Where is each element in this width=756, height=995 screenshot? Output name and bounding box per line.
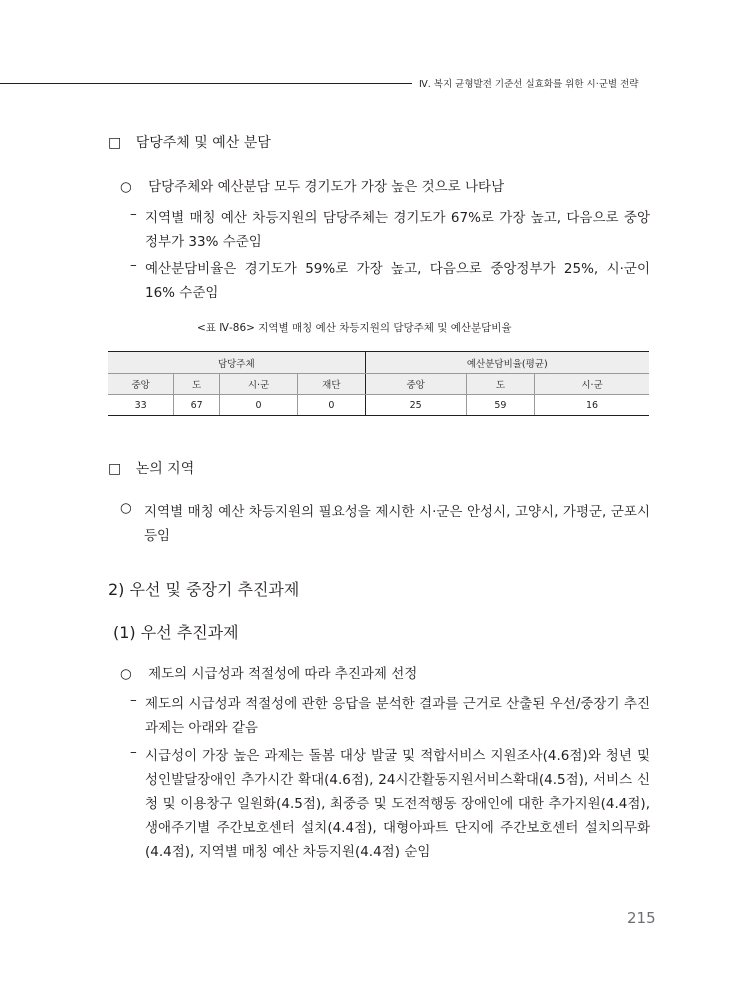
point-text: 지역별 매칭 예산 차등지원의 필요성을 제시한 시·군은 안성시, 고양시, 가평군, 군포시 등임 xyxy=(144,504,650,544)
dash-item xyxy=(130,257,650,305)
dash-marker: – xyxy=(130,206,137,222)
point-item xyxy=(120,662,417,682)
column-header: 시·군 xyxy=(535,374,649,395)
column-header: 시·군 xyxy=(219,374,297,395)
circle-bullet-icon: ○ xyxy=(120,500,132,516)
dash-text: 예산분담비율은 경기도가 59%로 가장 높고, 다음으로 중앙정부가 25%, 시·군이 16% 수준임 xyxy=(145,261,650,301)
section-heading-discussion xyxy=(108,458,194,478)
point-item xyxy=(120,175,504,195)
point-text: 담당주체와 예산분담 모두 경기도가 가장 높은 것으로 나타남 xyxy=(148,179,505,195)
dash-text: 지역별 매칭 예산 차등지원의 담당주체는 경기도가 67%로 가장 높고, 다음으로 중앙정부가 33% 수준임 xyxy=(145,210,650,250)
table-caption: <표 Ⅳ-86> 지역별 매칭 예산 차등지원의 담당주체 및 예산분담비율 xyxy=(197,322,512,334)
table-cell: 0 xyxy=(219,395,297,416)
table-row xyxy=(108,395,649,416)
section-title: 논의 지역 xyxy=(135,461,195,477)
heading-first-priority: (1) 우선 추진과제 xyxy=(113,623,239,642)
section-heading-budget xyxy=(108,132,271,152)
dash-text: 시급성이 가장 높은 과제는 돌봄 대상 발굴 및 적합서비스 지원조사(4.6점)와 청년 및 성인발달장애인 추가시간 확대(4.6점), 24시간활동지원서비스확대(4.5점), 서비스 신청 및 이용창구 일원화(4.5점), 최중증 및 도전적행동 장애인에 대한 추가지원(4.4점), 생애주기별 주간보호센터 설치(4.4점), 대형아파트 단지에 주간보호센터 설치의무화(4.4점), 지역별 매칭 예산 차등지원(4.4점) 순임 xyxy=(145,748,650,860)
point-text: 제도의 시급성과 적절성에 따라 추진과제 선정 xyxy=(148,666,418,682)
dash-marker: – xyxy=(130,257,137,273)
column-header: 중앙 xyxy=(108,374,174,395)
page-number: 215 xyxy=(627,909,656,927)
table-cell: 67 xyxy=(174,395,220,416)
table-group-header-row xyxy=(108,352,649,374)
table-cell: 0 xyxy=(298,395,366,416)
point-item xyxy=(120,500,650,548)
table-cell: 33 xyxy=(108,395,174,416)
group-header-budget-ratio: 예산분담비율(평균) xyxy=(365,352,649,374)
column-header: 도 xyxy=(174,374,220,395)
budget-table xyxy=(108,351,649,416)
running-header: Ⅳ. 복지 균형발전 기준선 실효화를 위한 시·군별 전략 xyxy=(419,79,639,90)
column-header: 중앙 xyxy=(365,374,466,395)
dash-text: 제도의 시급성과 적절성에 관한 응답을 분석한 결과를 근거로 산출된 우선/중장기 추진과제는 아래와 같음 xyxy=(145,696,650,736)
group-header-subject: 담당주체 xyxy=(108,352,365,374)
dash-item xyxy=(130,692,650,740)
square-bullet-icon: □ xyxy=(108,461,122,477)
column-header: 재단 xyxy=(298,374,366,395)
dash-marker: – xyxy=(130,692,137,708)
header-rule xyxy=(0,83,412,84)
dash-item xyxy=(130,744,650,864)
table-cell: 16 xyxy=(535,395,649,416)
circle-bullet-icon: ○ xyxy=(120,666,132,682)
table-cell: 25 xyxy=(365,395,466,416)
dash-marker: – xyxy=(130,744,137,760)
table-cell: 59 xyxy=(466,395,534,416)
column-header: 도 xyxy=(466,374,534,395)
table-column-header-row xyxy=(108,374,649,395)
circle-bullet-icon: ○ xyxy=(120,179,132,195)
section-title: 담당주체 및 예산 분담 xyxy=(135,135,271,151)
dash-item xyxy=(130,206,650,254)
square-bullet-icon: □ xyxy=(108,135,122,151)
heading-priority-tasks: 2) 우선 및 중장기 추진과제 xyxy=(108,580,300,599)
